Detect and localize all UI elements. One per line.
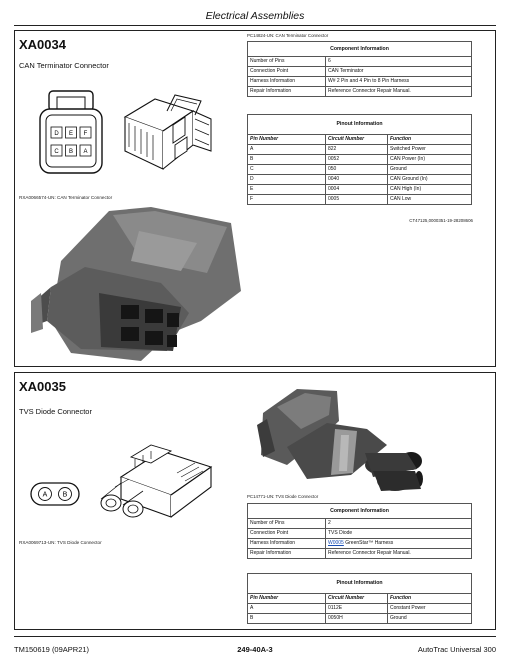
pinout-info-table bbox=[247, 114, 472, 205]
table-row: B 0052 CAN Power (In) bbox=[248, 155, 472, 165]
table-header: Component Information bbox=[248, 504, 472, 519]
component-info-table bbox=[247, 41, 472, 97]
page-header bbox=[0, 8, 510, 26]
table-column-headers: Pin Number Circuit Number Function bbox=[248, 594, 472, 604]
pin-label: C bbox=[54, 149, 59, 155]
drawing-caption: RXA0069713-UN: TVS Diode Connector bbox=[19, 540, 102, 545]
pin-label: E bbox=[68, 131, 74, 137]
table-header: Pinout Information bbox=[248, 115, 472, 135]
table-caption: PC14824-UN: CAN Terminator Connector bbox=[247, 33, 329, 38]
section-subtitle: TVS Diode Connector bbox=[19, 407, 92, 416]
connector-isometric-drawing bbox=[115, 89, 227, 181]
pin-label: B bbox=[68, 149, 74, 155]
table-row: E 0004 CAN High (In) bbox=[248, 185, 472, 195]
header-rule bbox=[14, 25, 496, 26]
table-row: Harness Information W0005 GreenStar™ Harness bbox=[248, 539, 472, 549]
section-id: XA0035 bbox=[19, 379, 66, 394]
footer-page-number: 249-40A-3 bbox=[237, 645, 273, 654]
table-header: Pinout Information bbox=[248, 574, 472, 594]
drawing-caption: RXA0066574-UN: CAN Terminator Connector bbox=[19, 195, 113, 200]
connector-face-drawing bbox=[37, 87, 105, 179]
connector-photo bbox=[21, 201, 243, 367]
connector-photo bbox=[247, 385, 423, 495]
pin-label: A bbox=[83, 149, 88, 155]
pin-label: B bbox=[62, 491, 68, 499]
pin-label: F bbox=[83, 131, 88, 137]
connector-face-drawing bbox=[29, 481, 81, 507]
table-row: Connection Point CAN Terminator bbox=[248, 67, 472, 77]
table-row: Repair Information Reference Connector Repair Manual. bbox=[248, 87, 472, 97]
table-row: Harness Information W# 2 Pin and 4 Pin to 8 Pin Harness bbox=[248, 77, 472, 87]
pin-label: D bbox=[54, 131, 59, 137]
table-row: A 822 Switched Power bbox=[248, 145, 472, 155]
table-row: D 0040 CAN Ground (In) bbox=[248, 175, 472, 185]
pinout-info-table bbox=[247, 573, 472, 624]
pin-label: A bbox=[42, 491, 48, 499]
table-row: Number of Pins 2 bbox=[248, 519, 472, 529]
component-info-table bbox=[247, 503, 472, 559]
section-id: XA0034 bbox=[19, 37, 66, 52]
table-row: B 0050H Ground bbox=[248, 614, 472, 624]
connector-isometric-drawing bbox=[91, 437, 215, 523]
section-xa0035 bbox=[14, 372, 496, 630]
harness-link[interactable]: W0005 bbox=[328, 540, 344, 546]
table-column-headers: Pin Number Circuit Number Function bbox=[248, 135, 472, 145]
table-row: Connection Point TVS Diode bbox=[248, 529, 472, 539]
reference-code: CT47125,0000351-19-28208606 bbox=[409, 218, 473, 223]
table-row: Repair Information Reference Connector Repair Manual. bbox=[248, 549, 472, 559]
section-subtitle: CAN Terminator Connector bbox=[19, 61, 109, 70]
table-row: Number of Pins 6 bbox=[248, 57, 472, 67]
footer-doc-id: TM150619 (09APR21) bbox=[14, 645, 90, 654]
table-row: C 050 Ground bbox=[248, 165, 472, 175]
table-row: F 0005 CAN Low bbox=[248, 195, 472, 205]
table-caption: PC14771-UN: TVS Diode Connector bbox=[247, 494, 319, 499]
table-header: Component Information bbox=[248, 42, 472, 57]
footer-product: AutoTrac Universal 300 bbox=[417, 645, 496, 654]
page-title: Electrical Assemblies bbox=[205, 10, 305, 22]
page-footer bbox=[14, 636, 496, 656]
table-row: A 0112E Constant Power bbox=[248, 604, 472, 614]
section-xa0034 bbox=[14, 30, 496, 367]
